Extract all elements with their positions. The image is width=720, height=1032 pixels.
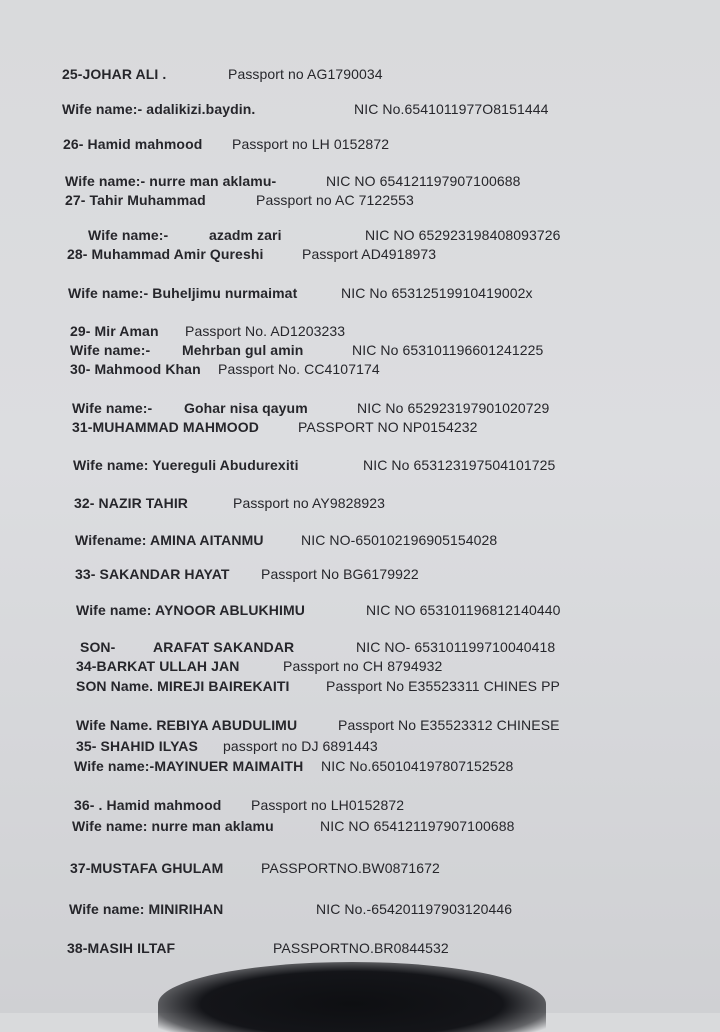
wife-label: Wife name:- <box>88 227 169 243</box>
wife-name: Gohar nisa qayum <box>184 400 308 416</box>
entry-passport: PASSPORTNO.BR0844532 <box>273 940 449 956</box>
wife-nic: NIC No.650104197807152528 <box>321 758 514 774</box>
wife-nic: NIC NO 652923198408093726 <box>365 227 561 243</box>
wife-nic: NIC No.6541011977O8151444 <box>354 101 549 117</box>
son-label: SON- <box>80 639 116 655</box>
entry-name: 27- Tahir Muhammad <box>65 192 206 208</box>
entry-passport: Passport no CH 8794932 <box>283 658 443 674</box>
son-passport: Passport No E35523311 CHINES PP <box>326 678 560 694</box>
wife-nic: NIC NO 654121197907100688 <box>320 818 515 834</box>
entry-name: 33- SAKANDAR HAYAT <box>75 566 230 582</box>
entry-passport: Passport no AC 7122553 <box>256 192 414 208</box>
entry-name: 29- Mir Aman <box>70 323 159 339</box>
wife-passport: Passport No E35523312 CHINESE <box>338 717 560 733</box>
wife-name: Wife name: Yuereguli Abudurexiti <box>73 457 299 473</box>
entry-passport: passport no DJ 6891443 <box>223 738 378 754</box>
son-name: SON Name. MIREJI BAIREKAITI <box>76 678 290 694</box>
entry-name: 36- . Hamid mahmood <box>74 797 222 813</box>
wife-name: azadm zari <box>209 227 282 243</box>
wife-name: Wife name:-MAYINUER MAIMAITH <box>74 758 304 774</box>
wife-nic: NIC No 65312519910419002x <box>341 285 533 301</box>
wife-nic: NIC No 653123197504101725 <box>363 457 556 473</box>
entry-name: 34-BARKAT ULLAH JAN <box>76 658 240 674</box>
entry-name: 32- NAZIR TAHIR <box>74 495 189 511</box>
wife-name: Wife name:- Buheljimu nurmaimat <box>68 285 298 301</box>
dark-shadow-obstruction <box>158 962 546 1032</box>
wife-nic: NIC NO-650102196905154028 <box>301 532 498 548</box>
entry-name: 37-MUSTAFA GHULAM <box>70 860 224 876</box>
entry-name: 26- Hamid mahmood <box>63 136 203 152</box>
wife-name: Wife name:- adalikizi.baydin. <box>62 101 256 117</box>
entry-passport: PASSPORTNO.BW0871672 <box>261 860 440 876</box>
wife-nic: NIC No 652923197901020729 <box>357 400 550 416</box>
wife-nic: NIC No.-654201197903120446 <box>316 901 513 917</box>
wife-name: Mehrban gul amin <box>182 342 304 358</box>
entry-name: 25-JOHAR ALI . <box>62 66 167 82</box>
wife-label: Wife name:- <box>72 400 153 416</box>
wife-label: Wife name:- <box>70 342 151 358</box>
wife-name: Wife name: nurre man aklamu <box>72 818 274 834</box>
wife-nic: NIC NO 653101196812140440 <box>366 602 561 618</box>
entry-name: 35- SHAHID ILYAS <box>76 738 198 754</box>
son-name: ARAFAT SAKANDAR <box>153 639 295 655</box>
entry-passport: Passport no AG1790034 <box>228 66 383 82</box>
wife-nic: NIC No 653101196601241225 <box>352 342 544 358</box>
entry-name: 28- Muhammad Amir Qureshi <box>67 246 264 262</box>
entry-passport: Passport no LH0152872 <box>251 797 405 813</box>
wife-nic: NIC NO 654121197907100688 <box>326 173 521 189</box>
son-nic: NIC NO- 653101199710040418 <box>356 639 556 655</box>
entry-passport: Passport AD4918973 <box>302 246 437 262</box>
wife-name: Wife Name. REBIYA ABUDULIMU <box>76 717 298 733</box>
entry-passport: Passport No BG6179922 <box>261 566 419 582</box>
entry-name: 31-MUHAMMAD MAHMOOD <box>72 419 259 435</box>
wife-name: Wife name: MINIRIHAN <box>69 901 224 917</box>
entry-passport: Passport No. AD1203233 <box>185 323 346 339</box>
wife-name: Wifename: AMINA AITANMU <box>75 532 264 548</box>
entry-passport: Passport No. CC4107174 <box>218 361 380 377</box>
entry-passport: Passport no AY9828923 <box>233 495 386 511</box>
wife-name: Wife name:- nurre man aklamu- <box>65 173 277 189</box>
entry-passport: Passport no LH 0152872 <box>232 136 390 152</box>
entry-passport: PASSPORT NO NP0154232 <box>298 419 478 435</box>
wife-name: Wife name: AYNOOR ABLUKHIMU <box>76 602 305 618</box>
entry-name: 38-MASIH ILTAF <box>67 940 176 956</box>
entry-name: 30- Mahmood Khan <box>70 361 201 377</box>
